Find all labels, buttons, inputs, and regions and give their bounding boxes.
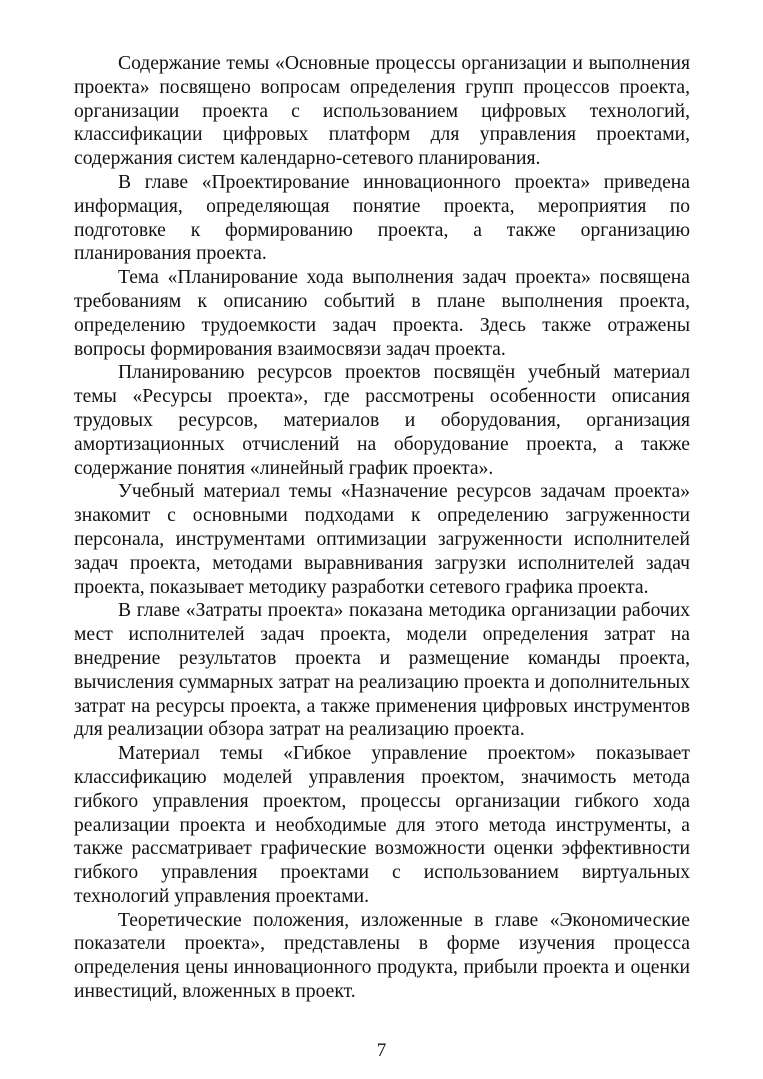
paragraph-3: Тема «Планирование хода выполнения задач проекта» посвящена требованиям к описанию событий в плане выполнения проекта, определению трудоемкости задач проекта. Здесь также отражены вопросы формирования взаимосвязи задач проекта. [74,267,690,360]
paragraph-8: Теоретические положения, изложенные в главе «Экономические показатели проекта», представлены в форме изучения процесса определения цены инновационного продукта, прибыли проекта и оценки инвестиций, вложенных в проект. [74,909,690,1003]
paragraph-6: В главе «Затраты проекта» показана методика организации рабочих мест исполнителей задач проекта, модели определения затрат на внедрение результатов проекта и размещение команды проекта, вычисления суммарных затрат на реализацию проекта и дополнительных затрат на ресурсы проекта, а также применения цифровых инструментов для реализации обзора затрат на реализацию проекта. [74,600,690,741]
page-number: 7 [376,1040,387,1061]
paragraph-5: Учебный материал темы «Назначение ресурсов задачам проекта» знакомит с основными подходами к определению загруженности персонала, инструментами оптимизации загруженности исполнителей задач проекта, методами выравнивания загрузки исполнителей задач проекта, показывает методику разработки сетевого графика проекта. [74,481,690,598]
paragraph-1: Содержание темы «Основные процессы организации и выполнения проекта» посвящено вопросам определения групп процессов проекта, организации проекта с использованием цифровых технологий, классификации цифровых платформ для управления проектами, содержания систем календарно-сетевого планирования. [74,53,690,170]
paragraph-4: Планированию ресурсов проектов посвящён учебный материал темы «Ресурсы проекта», где рассмотрены особенности описания трудовых ресурсов, материалов и оборудования, организация амортизационных отчислений на оборудование проекта, а также содержание понятия «линейный график проекта». [74,362,690,479]
paragraph-7: Материал темы «Гибкое управление проектом» показывает классификацию моделей управления проектом, значимость метода гибкого управления проектом, процессы организации гибкого хода реализации проекта и необходимые для этого метода инструменты, а также рассматривает графические возможности оценки эффективности гибкого управления проектами с использованием виртуальных технологий управления проектами. [74,743,690,907]
paragraph-2: В главе «Проектирование инновационного проекта» приведена информация, определяющая понятие проекта, мероприятия по подготовке к формированию проекта, а также организацию планирования проекта. [74,171,690,265]
